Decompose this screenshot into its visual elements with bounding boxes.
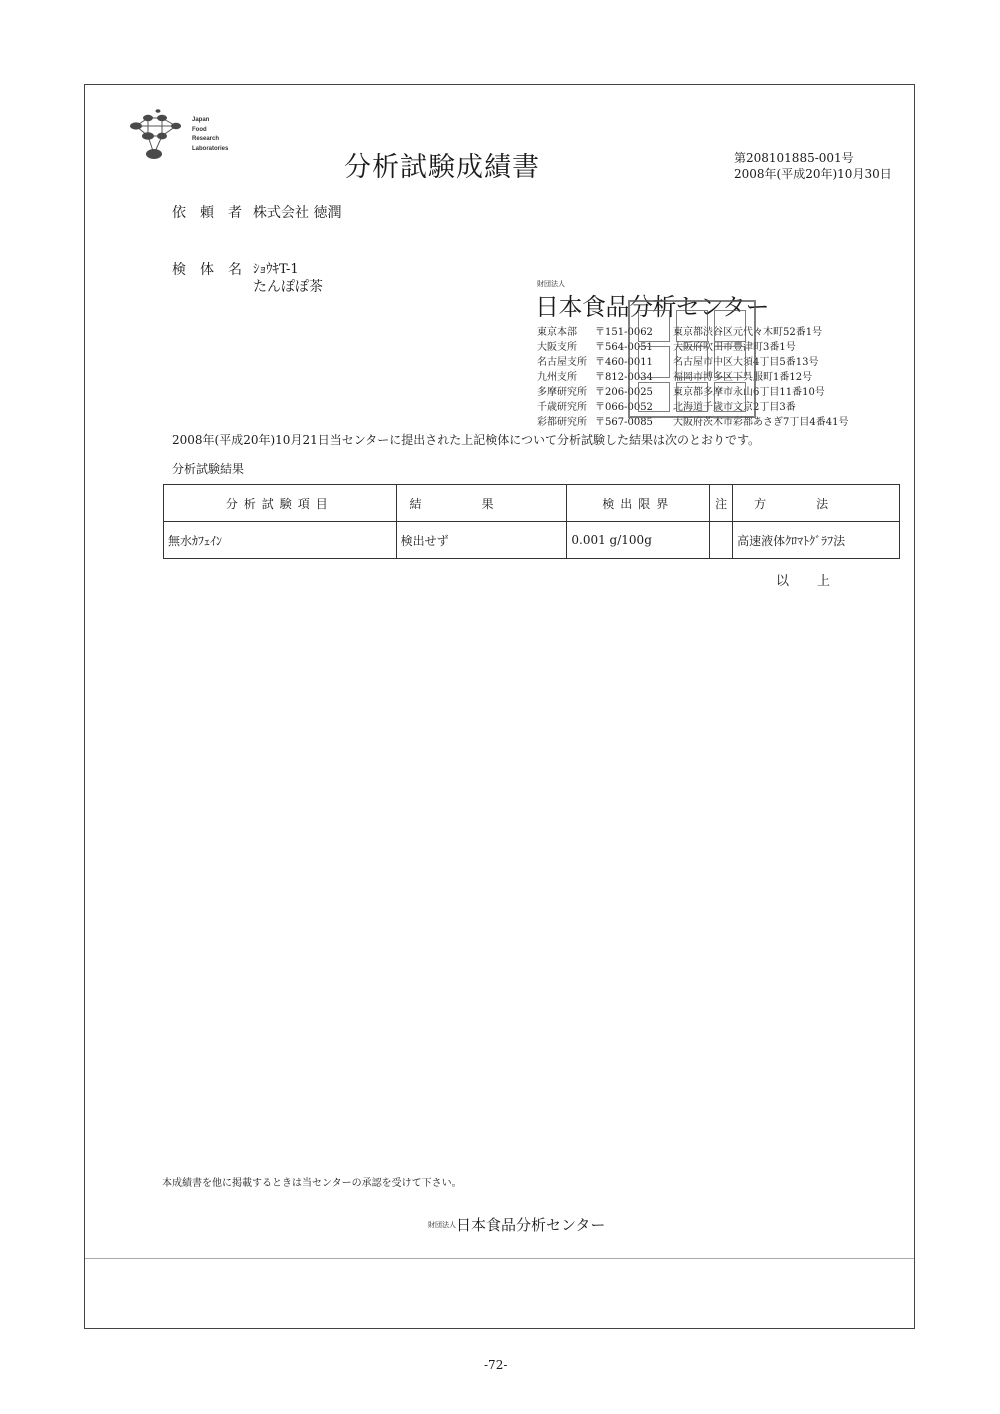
logo-text: Japan Food Research Laboratories	[192, 117, 229, 152]
branch-row: 千歳研究所 〒066-0052 北海道千歳市文京2丁目3番	[537, 402, 796, 413]
reproduction-note: 本成績書を他に掲載するときは当センターの承認を受けて下さい。	[162, 1178, 462, 1189]
branch-row: 大阪支所 〒564-0051 大阪府吹田市豊津町3番1号	[537, 342, 796, 353]
table-row	[164, 522, 900, 559]
org-name: 日本食品分析センター	[535, 294, 770, 321]
sample-label: 検体名	[172, 262, 256, 278]
branch-row: 九州支所 〒812-0034 福岡市博多区下呉服町1番12号	[537, 372, 813, 383]
sample-code: ｼｮｳｷT-1	[253, 262, 299, 277]
branch-row: 多摩研究所 〒206-0025 東京都多摩市永山6丁目11番10号	[537, 387, 825, 398]
header-result: 結果	[396, 485, 567, 522]
intro-text: 2008年(平成20年)10月21日当センターに提出された上記検体について分析試験した結果は次のとおりです。	[172, 433, 761, 447]
cell-note	[710, 522, 733, 559]
cell-method: 高速液体ｸﾛﾏﾄｸﾞﾗﾌ法	[733, 522, 900, 559]
closing-mark: 以上	[776, 574, 859, 589]
official-seal-stamp	[628, 300, 756, 418]
header-method: 方法	[733, 485, 900, 522]
branch-row: 東京本部 〒151-0062 東京都渋谷区元代々木町52番1号	[537, 327, 823, 338]
branch-row: 彩都研究所 〒567-0085 大阪府茨木市彩都あさぎ7丁目4番41号	[537, 417, 849, 428]
cell-item: 無水ｶﾌｪｲﾝ	[164, 522, 397, 559]
requester-label: 依頼者	[172, 205, 256, 221]
footer-org-name: 日本食品分析センター	[456, 1217, 606, 1234]
table-header-row	[164, 485, 900, 522]
document-title: 分析試験成績書	[344, 152, 540, 183]
results-heading: 分析試験結果	[172, 462, 245, 476]
org-prefix: 財団法人	[537, 281, 565, 288]
footer-org-prefix: 財団法人	[428, 1222, 456, 1229]
cell-result: 検出せず	[396, 522, 567, 559]
cell-detection-limit: 0.001 g/100g	[567, 522, 710, 559]
requester-value: 株式会社 徳潤	[253, 205, 342, 221]
header-item: 分析試験項目	[164, 485, 397, 522]
header-detection-limit: 検出限界	[567, 485, 710, 522]
footer-divider	[85, 1258, 914, 1259]
header-note: 注	[710, 485, 733, 522]
page-number: -72-	[484, 1358, 508, 1372]
sample-name: たんぽぽ茶	[253, 279, 323, 295]
branch-row: 名古屋支所 〒460-0011 名古屋市中区大須4丁目5番13号	[537, 357, 819, 368]
results-table	[163, 484, 900, 559]
certificate-date: 2008年(平成20年)10月30日	[734, 167, 892, 181]
certificate-number: 第208101885-001号	[734, 151, 854, 165]
